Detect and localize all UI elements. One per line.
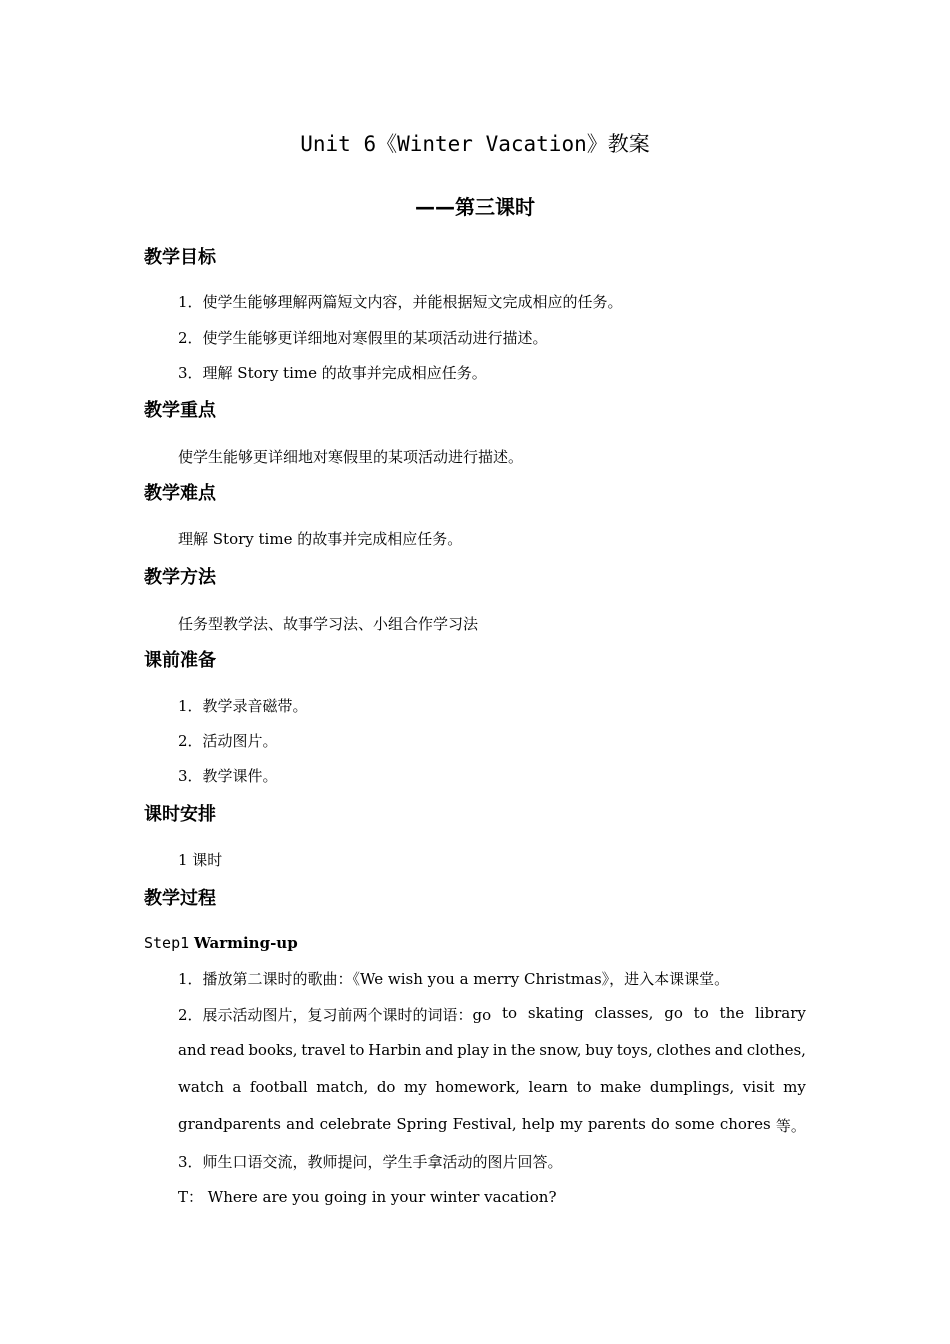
word: Spring <box>396 1115 448 1133</box>
word: buy <box>585 1041 613 1059</box>
word: make <box>600 1078 642 1096</box>
heading-methods: 教学方法 <box>144 567 216 588</box>
word: clothes <box>656 1041 711 1059</box>
word: homework, <box>435 1078 520 1096</box>
step-label: Step1 <box>144 934 190 952</box>
heading-schedule: 课时安排 <box>144 804 216 825</box>
process-line-7: T： Where are you going in your winter vacation? <box>178 1188 557 1206</box>
word: help <box>521 1115 555 1133</box>
word: snow, <box>539 1041 582 1059</box>
word: a <box>232 1078 242 1096</box>
word: match, <box>316 1078 369 1096</box>
step-title: Warming-up <box>193 934 298 952</box>
word: do <box>376 1078 396 1096</box>
difficulties-text: 理解 Story time 的故事并完成相应任务。 <box>178 530 463 548</box>
process-line-5 <box>178 1115 806 1136</box>
word: chores <box>719 1115 771 1133</box>
word: go <box>664 1004 683 1022</box>
heading-objectives: 教学目标 <box>144 247 216 268</box>
process-line-2 <box>178 1004 806 1025</box>
heading-process: 教学过程 <box>144 888 216 909</box>
word: library <box>754 1004 806 1022</box>
preparation-item-2: 2．活动图片。 <box>178 732 278 750</box>
document-subtitle: ——第三课时 <box>415 195 535 219</box>
preparation-item-1: 1．教学录音磁带。 <box>178 697 308 715</box>
word: Harbin <box>368 1041 422 1059</box>
word: my <box>559 1115 583 1133</box>
word: the <box>510 1041 536 1059</box>
methods-text: 任务型教学法、故事学习法、小组合作学习法 <box>178 615 479 633</box>
word: my <box>404 1078 427 1096</box>
word: classes, <box>594 1004 654 1022</box>
word: to <box>502 1004 518 1022</box>
preparation-item-3: 3．教学课件。 <box>178 767 278 785</box>
word: and <box>178 1041 207 1059</box>
word: parents <box>587 1115 646 1133</box>
document-title: Unit 6《Winter Vacation》教案 <box>300 132 650 156</box>
word: to <box>693 1004 709 1022</box>
word: play <box>457 1041 489 1059</box>
word: and <box>286 1115 315 1133</box>
word: and <box>425 1041 454 1059</box>
word: read <box>209 1041 245 1059</box>
schedule-text: 1 课时 <box>178 851 223 869</box>
word: Festival, <box>452 1115 517 1133</box>
heading-key-points: 教学重点 <box>144 400 216 421</box>
word: do <box>650 1115 670 1133</box>
process-line-3 <box>178 1041 806 1059</box>
word: 2．展示活动图片，复习前两个课时的词语：go <box>178 1006 492 1024</box>
word: books, <box>248 1041 298 1059</box>
heading-difficulties: 教学难点 <box>144 483 216 504</box>
heading-preparation: 课前准备 <box>144 650 216 671</box>
key-points-text: 使学生能够更详细地对寒假里的某项活动进行描述。 <box>178 448 524 466</box>
process-line-4 <box>178 1078 806 1096</box>
word: 等。 <box>775 1117 806 1135</box>
word: celebrate <box>319 1115 392 1133</box>
process-line-1: 1．播放第二课时的歌曲：《We wish you a merry Christmas》，进入本课课堂。 <box>178 970 730 988</box>
word: in <box>492 1041 508 1059</box>
step-1-heading <box>144 934 298 952</box>
word: to <box>349 1041 365 1059</box>
word: watch <box>178 1078 224 1096</box>
word: dumplings, <box>649 1078 735 1096</box>
objective-item-1: 1．使学生能够理解两篇短文内容，并能根据短文完成相应的任务。 <box>178 293 623 311</box>
word: and <box>714 1041 743 1059</box>
word: toys, <box>616 1041 653 1059</box>
word: my <box>783 1078 806 1096</box>
word: skating <box>527 1004 584 1022</box>
word: clothes, <box>746 1041 806 1059</box>
word: grandparents <box>178 1115 281 1133</box>
word: some <box>674 1115 715 1133</box>
word: visit <box>742 1078 775 1096</box>
word: travel <box>301 1041 346 1059</box>
word: the <box>719 1004 745 1022</box>
word: football <box>249 1078 308 1096</box>
word: learn <box>528 1078 568 1096</box>
word: to <box>576 1078 592 1096</box>
objective-item-2: 2．使学生能够更详细地对寒假里的某项活动进行描述。 <box>178 329 548 347</box>
process-line-6: 3．师生口语交流，教师提问，学生手拿活动的图片回答。 <box>178 1153 563 1171</box>
objective-item-3: 3．理解 Story time 的故事并完成相应任务。 <box>178 364 487 382</box>
